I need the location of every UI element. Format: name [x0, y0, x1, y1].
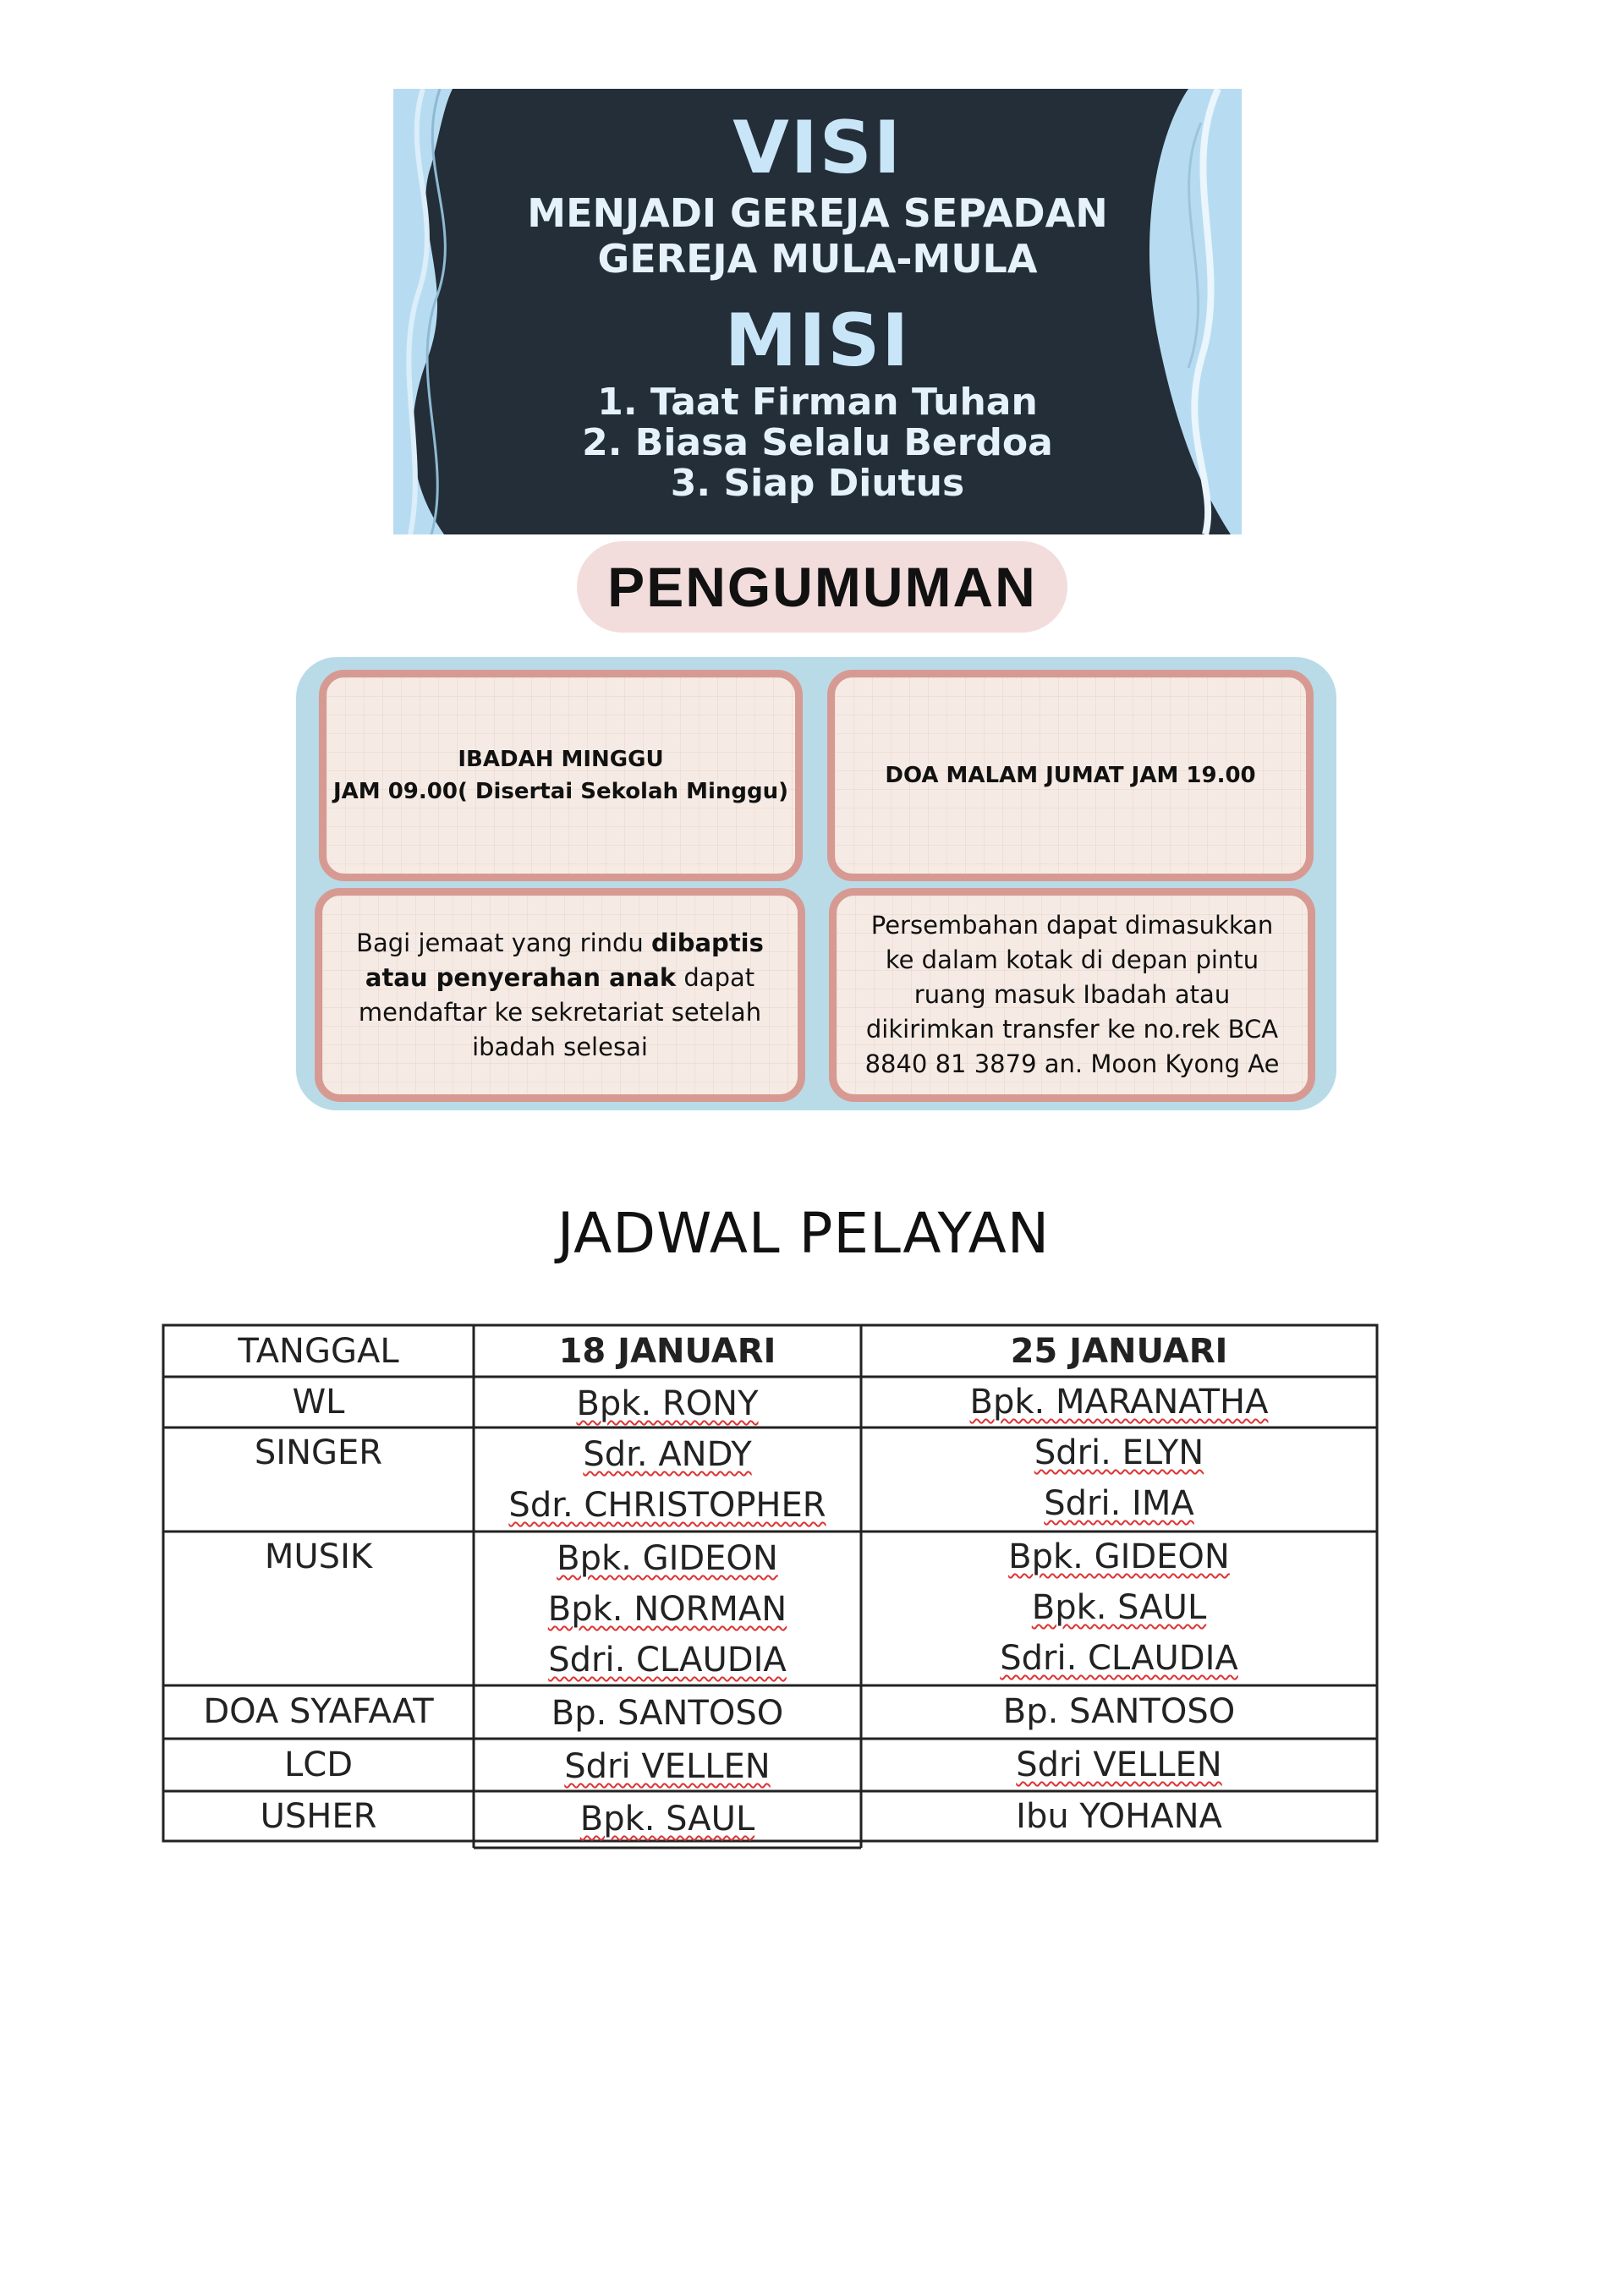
table-cell [861, 1377, 1377, 1427]
table-cell [861, 1532, 1377, 1684]
misi-title: MISI [724, 299, 911, 383]
card-text: Persembahan dapat dimasukkan ke dalam kotak di depan pintu ruang masuk Ibadah atau dikirimkan transfer ke no.rek BCA 8840 81 3879 an. Moon Kyong Ae [864, 911, 1280, 1078]
card-text-bold: dibaptis atau penyerahan anak [365, 928, 764, 992]
cell-name: Bpk. MARANATHA [969, 1383, 1269, 1422]
announcement-title: PENGUMUMAN [577, 541, 1067, 633]
table-cell [861, 1740, 1377, 1790]
card-text-pre: Bagi jemaat yang rindu [356, 928, 652, 957]
cell-name: Sdri. CLAUDIA [548, 1641, 787, 1680]
cell-name: Bpk. GIDEON [1008, 1537, 1230, 1576]
table-role: LCD [283, 1745, 353, 1784]
table-header-label: TANGGAL [238, 1332, 399, 1371]
announcement-panel [296, 657, 1336, 1110]
cell-name: Sdri VELLEN [564, 1747, 771, 1786]
visi-line-2: GEREJA MULA-MULA [597, 236, 1038, 282]
visi-misi-banner [393, 89, 1242, 534]
card-text [322, 926, 798, 1065]
misi-item: 2. Biasa Selalu Berdoa [582, 421, 1053, 464]
table-header-date-1: 18 JANUARI [558, 1332, 776, 1371]
cell-name: Bpk. GIDEON [557, 1539, 778, 1578]
cell-name: Sdr. CHRISTOPHER [508, 1486, 826, 1525]
table-role: MUSIK [264, 1537, 373, 1576]
cell-name: Sdri VELLEN [1016, 1745, 1222, 1784]
table-cell: Ibu YOHANA [1016, 1797, 1222, 1836]
visi-title: VISI [732, 106, 903, 190]
schedule-title: JADWAL PELAYAN [557, 1201, 1051, 1266]
table-header-date-2: 25 JANUARI [1010, 1332, 1228, 1371]
cell-name: Sdri. ELYN [1034, 1433, 1204, 1472]
misi-item: 3. Siap Diutus [670, 462, 965, 505]
cell-name: Sdri. IMA [1044, 1484, 1194, 1523]
table-cell [474, 1429, 861, 1531]
card-line: JAM 09.00( Disertai Sekolah Minggu) [332, 779, 788, 804]
cell-name: Bpk. RONY [576, 1384, 759, 1423]
table-cell: Bp. SANTOSO [1002, 1692, 1236, 1731]
card-text: DOA MALAM JUMAT JAM 19.00 [885, 763, 1256, 788]
table-cell [861, 1427, 1377, 1529]
cell-name: Sdr. ANDY [583, 1435, 752, 1474]
table-role: WL [292, 1383, 345, 1422]
table-cell [474, 1741, 861, 1792]
table-cell [474, 1533, 861, 1685]
table-cell: Bp. SANTOSO [551, 1694, 784, 1733]
cell-name: Sdri. CLAUDIA [1000, 1639, 1238, 1678]
announcement-card-ibadah [319, 670, 803, 881]
table-role: SINGER [254, 1433, 383, 1472]
cell-name: Bpk. SAUL [579, 1800, 755, 1838]
announcement-card-persembahan [829, 888, 1315, 1102]
visi-line-1: MENJADI GEREJA SEPADAN [527, 190, 1108, 236]
card-line: IBADAH MINGGU [458, 747, 664, 772]
card-text-post: dapat mendaftar ke sekretariat setelah ibadah selesai [358, 962, 762, 1061]
table-role: DOA SYAFAAT [203, 1692, 434, 1731]
announcement-card-baptis [315, 888, 805, 1102]
cell-name: Bpk. SAUL [1031, 1588, 1207, 1627]
cell-name: Bpk. NORMAN [547, 1590, 787, 1629]
table-cell [474, 1378, 861, 1429]
table-cell [474, 1794, 861, 1844]
announcement-card-doa [827, 670, 1314, 881]
table-role: USHER [260, 1797, 377, 1836]
misi-item: 1. Taat Firman Tuhan [597, 381, 1038, 424]
